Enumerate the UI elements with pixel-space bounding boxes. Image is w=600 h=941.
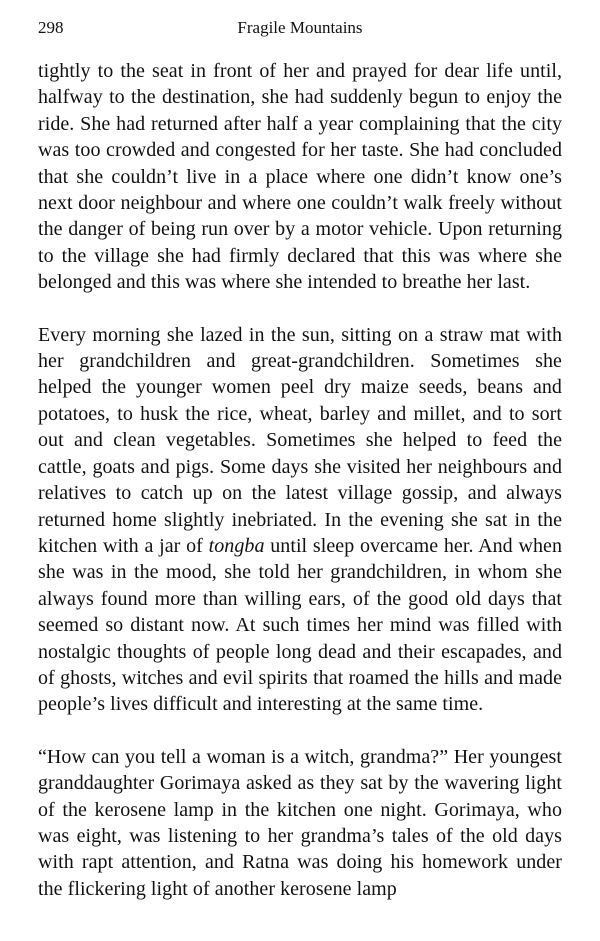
paragraph-1 — [38, 58, 562, 296]
paragraph-2 — [38, 322, 562, 718]
paragraph-3 — [38, 744, 562, 902]
paragraph-text: tightly to the seat in front of her and prayed for dear life until, halfway to the destination, she had suddenly begun to enjoy the ride. She had returned after half a year complaining that the city was too crowded and congested for her taste. She had concluded that she couldn’t live in a place where one didn’t know one’s next door neighbour and where one couldn’t walk freely without the danger of being run over by a motor vehicle. Upon returning to the village she had firmly declared that this was where she belonged and this was where she intended to breathe her last. — [38, 60, 562, 294]
running-head: Fragile Mountains — [237, 18, 363, 37]
paragraph-text: “How can you tell a woman is a witch, grandma?” Her youngest granddaughter Gorimaya asked as they sat by the wavering light of the kerosene lamp in the kitchen one night. Gorimaya, who was eight, was listening to her grandma’s tales of the old days with rapt attention, and Ratna was doing his homework under the flickering light of another kerosene lamp — [38, 745, 562, 900]
paragraph-text: Every morning she lazed in the sun, sitting on a straw mat with her grandchildren and great-grandchildren. Sometimes she helped the younger women peel dry maize seeds, beans and potatoes, to husk the rice, wheat, barley and millet, and to sort out and clean vegetables. Sometimes she helped to feed the cattle, goats and pigs. Some days she visited her neighbours and relatives to catch up on the latest village gossip, and always returned home slightly inebriated. In the evening she sat in the kitchen with a jar of — [38, 323, 562, 557]
paragraph-text: until sleep overcame her. And when she was in the mood, she told her grandchildren, in whom she always found more than willing ears, of the good old days that seemed so distant now. At such times her mind was filled with nostalgic thoughts of people long dead and their escapades, and of ghosts, witches and evil spirits that roamed the hills and made people’s lives difficult and interesting at the same time. — [38, 534, 562, 716]
body-text — [38, 58, 562, 902]
page-header — [38, 16, 562, 40]
page-number: 298 — [38, 18, 64, 37]
italic-word: tongba — [208, 534, 265, 557]
